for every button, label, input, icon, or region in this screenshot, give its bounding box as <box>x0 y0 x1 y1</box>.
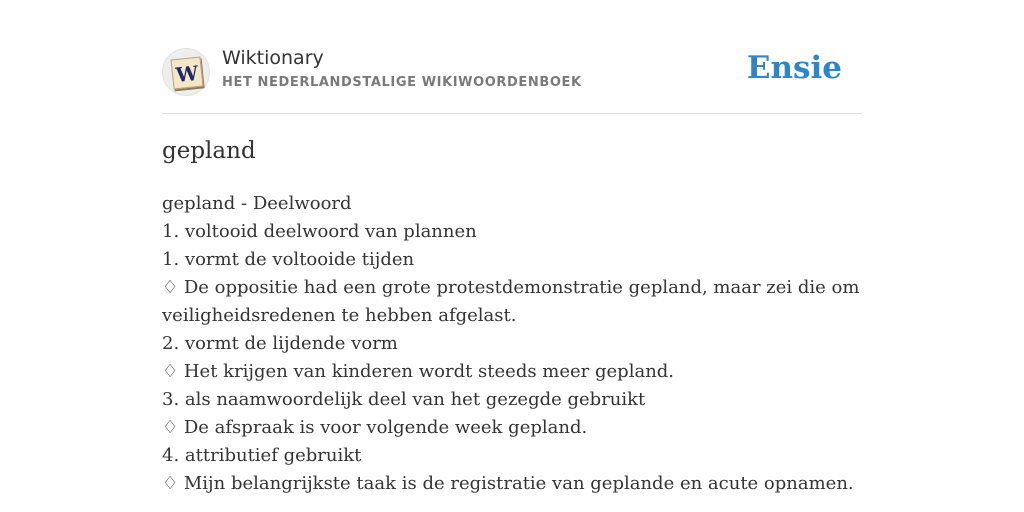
wiktionary-logo-icon[interactable] <box>162 48 210 96</box>
definition-line: 1. vormt de voltooide tijden <box>162 249 415 270</box>
definition-line: 3. als naamwoordelijk deel van het gezegde gebruikt <box>162 389 646 410</box>
header-divider <box>162 113 862 114</box>
ensie-brand-logo[interactable]: Ensie <box>746 50 842 86</box>
definition-line: 4. attributief gebruikt <box>162 445 362 466</box>
definition-line: gepland - Deelwoord <box>162 193 352 214</box>
entry-headword: gepland <box>162 138 256 164</box>
definition-line: ♢ De afspraak is voor volgende week gepland. <box>162 417 588 438</box>
svg-text:W: W <box>174 60 200 88</box>
definition-line: 2. vormt de lijdende vorm <box>162 333 398 354</box>
logo-tile <box>171 57 204 90</box>
definition-line: 1. voltooid deelwoord van plannen <box>162 221 477 242</box>
definition-line: ♢ Mijn belangrijkste taak is de registratie van geplande en acute opnamen. <box>162 473 854 494</box>
site-name[interactable]: Wiktionary <box>222 47 324 69</box>
definition-line: ♢ Het krijgen van kinderen wordt steeds meer gepland. <box>162 361 675 382</box>
site-header <box>162 44 862 96</box>
definition-line: ♢ De oppositie had een grote protestdemonstratie gepland, maar zei die om <box>162 277 860 298</box>
site-tagline: HET NEDERLANDSTALIGE WIKIWOORDENBOEK <box>222 75 582 90</box>
entry-definition <box>162 190 862 498</box>
definition-line: veiligheidsredenen te hebben afgelast. <box>162 305 517 326</box>
